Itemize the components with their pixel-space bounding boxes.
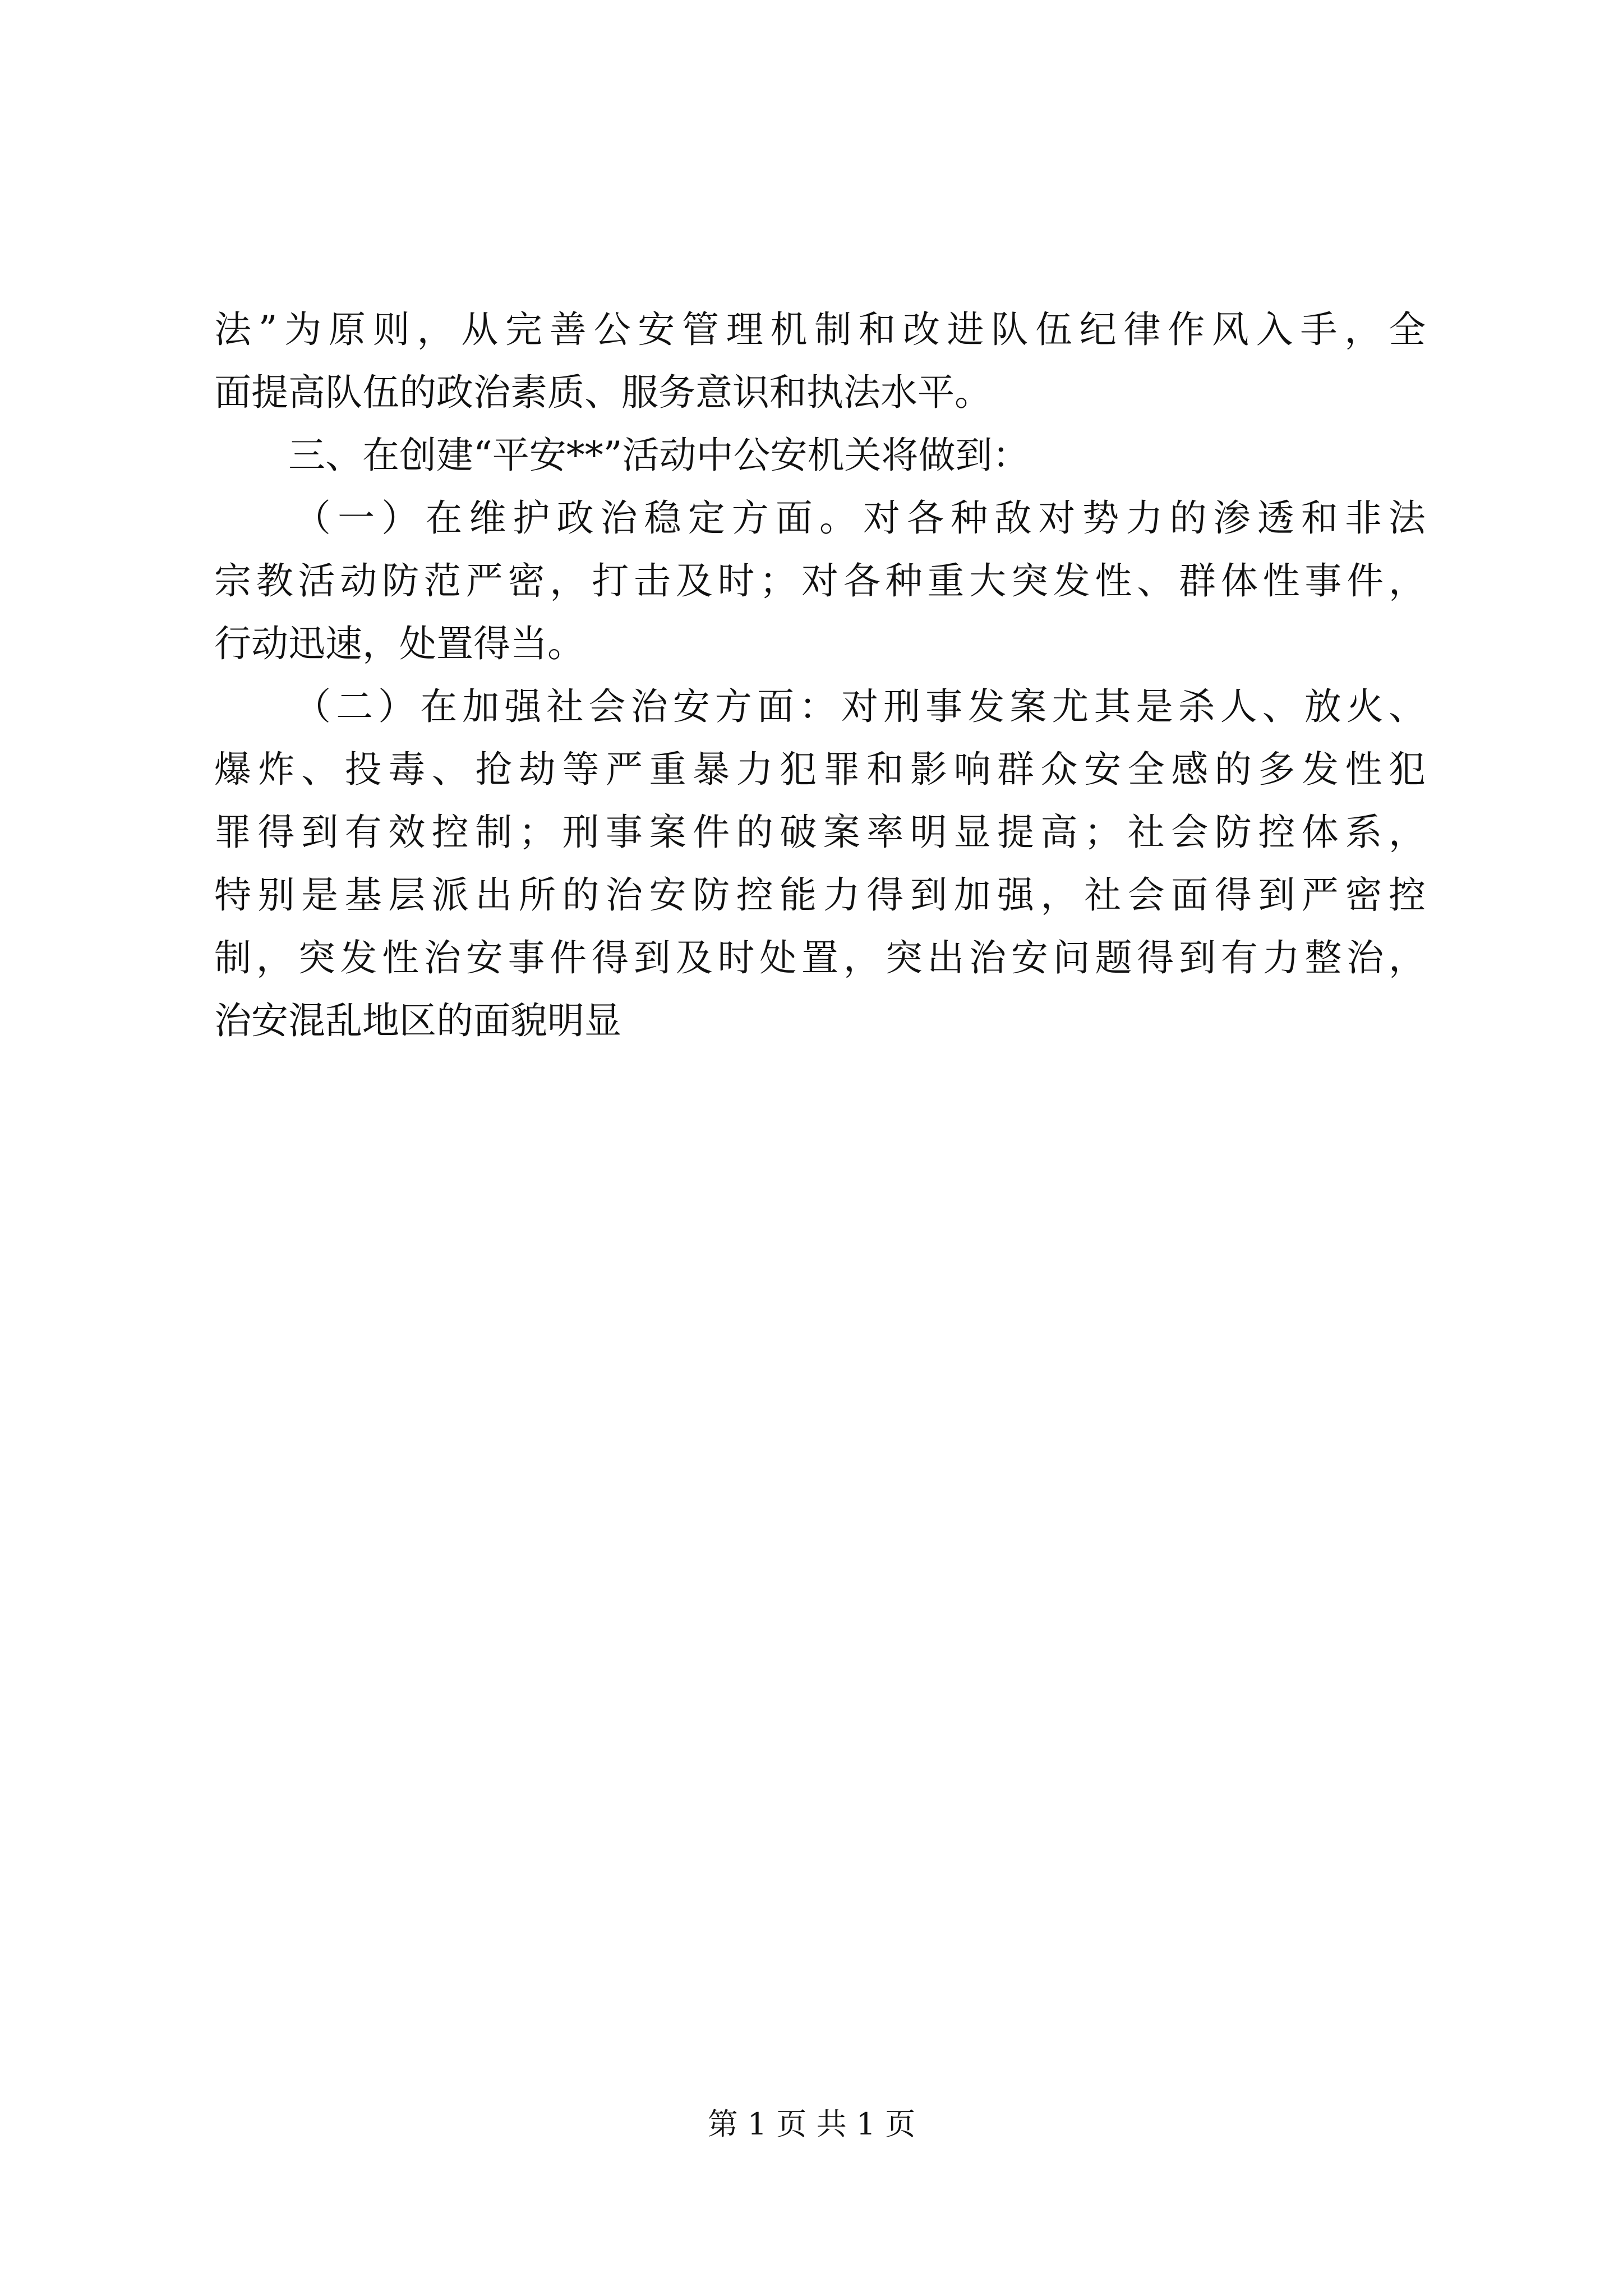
text-line: 治安混乱地区的面貌明显 — [214, 999, 621, 1042]
text-line: 法”为原则，从完善公安管理机制和改进队伍纪律作风入手，全 — [214, 308, 1426, 351]
text-line: 特别是基层派出所的治安防控能力得到加强，社会面得到严密控 — [214, 873, 1426, 917]
text-line: 行动迅速，处置得当。 — [214, 622, 584, 665]
text-line: 罪得到有效控制；刑事案件的破案率明显提高；社会防控体系， — [214, 811, 1426, 854]
text-line: 宗教活动防范严密，打击及时；对各种重大突发性、群体性事件， — [214, 559, 1426, 602]
text-line: （一）在维护政治稳定方面。对各种敌对势力的渗透和非法 — [294, 496, 1426, 540]
page-footer: 第 1 页 共 1 页 — [707, 2106, 916, 2142]
body-text — [214, 303, 1426, 1057]
section-heading: 三、在创建“平安**”活动中公安机关将做到： — [288, 434, 1030, 477]
text-line: 制，突发性治安事件得到及时处置，突出治安问题得到有力整治， — [214, 936, 1426, 979]
text-line: 爆炸、投毒、抢劫等严重暴力犯罪和影响群众安全感的多发性犯 — [214, 748, 1426, 791]
text-line: （二）在加强社会治安方面：对刑事发案尤其是杀人、放火、 — [294, 685, 1426, 728]
text-line: 面提高队伍的政治素质、服务意识和执法水平。 — [214, 371, 992, 414]
